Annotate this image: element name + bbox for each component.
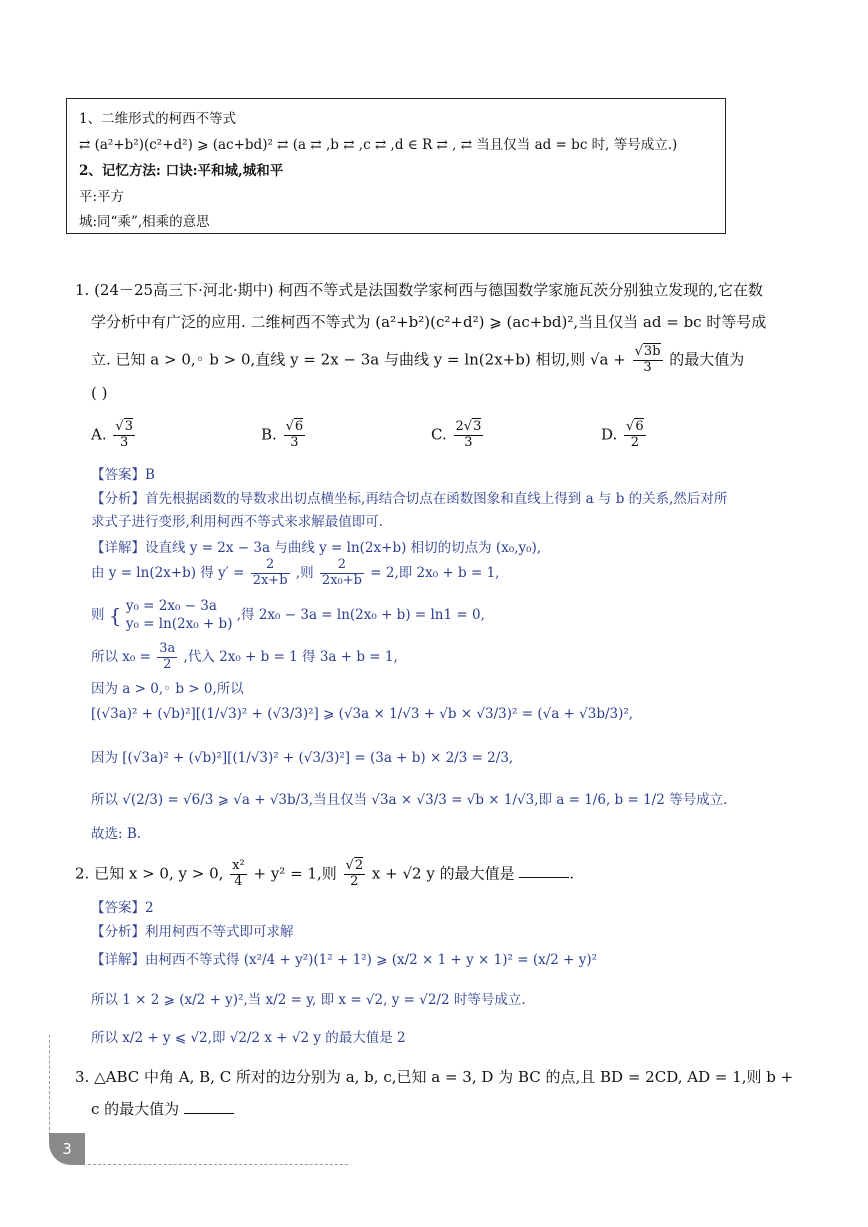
q3-line-1: 3. △ABC 中角 A, B, C 所对的边分别为 a, b, c,已知 a = 3, D 为 BC 的点,且 BD = 2CD, AD = 1,则 b + xyxy=(75,1068,794,1086)
q1-detail-3d: ,得 2x₀ − 3a = ln(2x₀ + b) = ln1 = 0, xyxy=(236,607,485,624)
q2-frac-x2-4: $\frac{\text{x²}}{4}$ xyxy=(232,858,245,889)
option-c-label: C. xyxy=(431,425,447,444)
q2-detail-3: 所以 x/2 + y ⩽ √2,即 √2/2 x + √2 y 的最大值是 2 xyxy=(91,1030,406,1046)
q1-line-3a: 立. 已知 a > 0,◦ b > 0,直线 y = 2x − 3a 与曲线 y = ln(2x+b) 相切,则 √a + xyxy=(91,350,626,369)
q1-analysis-2: 求式子进行变形,利用柯西不等式来求解最值即可. xyxy=(91,514,384,530)
option-b-value: $\frac{√6}{3}$ xyxy=(285,419,304,450)
option-d-label: D. xyxy=(601,425,618,444)
q2-frac-root2-2: $\frac{√2}{2}$ xyxy=(345,858,364,889)
option-a-label: A. xyxy=(91,425,107,444)
q2-line-1b: + y² = 1,则 xyxy=(253,864,337,883)
box-line-5: 城:同“乘”,相乘的意思 xyxy=(79,214,210,230)
q1-detail-9: 故选: B. xyxy=(91,826,142,842)
q2-answer-blank[interactable] xyxy=(519,865,569,878)
q3-line-2a: c 的最大值为 xyxy=(91,1100,180,1118)
q1-frac-root3b-3: $\frac{√3b}{3}$ xyxy=(634,344,661,375)
q2-line-1a: 2. 已知 x > 0, y > 0, xyxy=(75,864,224,883)
q1-option-a[interactable] xyxy=(91,420,137,451)
q2-analysis: 【分析】利用柯西不等式即可求解 xyxy=(91,924,294,940)
q1-option-b[interactable] xyxy=(261,420,307,451)
q1-detail-2 xyxy=(91,558,499,589)
q2-detail-2: 所以 1 × 2 ⩾ (x/2 + y)²,当 x/2 = y, 即 x = √2, y = √2/2 时等号成立. xyxy=(91,992,526,1008)
q1-frac-3a-2: $\frac{3a}{2}$ xyxy=(159,641,176,672)
q1-option-d[interactable] xyxy=(601,420,648,451)
option-d-value: $\frac{√6}{2}$ xyxy=(626,419,644,450)
q1-detail-7: 因为 [(√3a)² + (√b)²][(1/√3)² + (√3/3)²] = (3a + b) × 2/3 = 2/3, xyxy=(91,750,514,766)
option-b-label: B. xyxy=(261,425,277,444)
q1-detail-4b: ,代入 2x₀ + b = 1 得 3a + b = 1, xyxy=(183,648,398,665)
q1-line-3b: 的最大值为 xyxy=(669,350,745,369)
box-line-3: 2、记忆方法: 口诀:平和城,城和平 xyxy=(79,163,284,179)
q1-frac-2-over-2xb: $\frac{2}{2x+b}$ xyxy=(252,557,288,588)
q3-answer-blank[interactable] xyxy=(184,1101,234,1114)
q1-detail-1: 【详解】设直线 y = 2x − 3a 与曲线 y = ln(2x+b) 相切的切点为 (x₀,y₀), xyxy=(91,540,542,556)
q1-detail-2c: = 2,即 2x₀ + b = 1, xyxy=(370,564,500,581)
q1-frac-2-over-2x0b: $\frac{2}{\text{2x₀+b}}$ xyxy=(321,557,362,588)
page-dashed-vertical xyxy=(49,1035,50,1135)
q2-line-1c: x + √2 y 的最大值是 xyxy=(371,864,515,883)
q1-analysis: 【分析】首先根据函数的导数求出切点横坐标,再结合切点在函数图象和直线上得到 a 与 b 的关系,然后对所 xyxy=(91,491,728,507)
q1-line-2: 学分析中有广泛的应用. 二维柯西不等式为 (a²+b²)(c²+d²) ⩾ (ac+bd)²,当且仅当 ad = bc 时等号成 xyxy=(91,313,767,331)
q1-detail-2a: 由 y = ln(2x+b) 得 y′ = xyxy=(91,564,245,581)
box-line-2: ⇄ (a²+b²)(c²+d²) ⩾ (ac+bd)² ⇄ (a ⇄ ,b ⇄ ,c ⇄ ,d ∈ R ⇄ , ⇄ 当且仅当 ad = bc 时, 等号成立.) xyxy=(79,137,678,153)
q1-answer: 【答案】B xyxy=(91,467,155,483)
q1-system-eq-2: y₀ = ln(2x₀ + b) xyxy=(125,615,233,632)
key-points-box xyxy=(66,98,726,234)
box-line-4: 平:平方 xyxy=(79,189,125,205)
q1-detail-5: 因为 a > 0,◦ b > 0,所以 xyxy=(91,681,244,697)
option-a-value: $\frac{√3}{3}$ xyxy=(115,419,133,450)
q1-detail-8: 所以 √(2/3) = √6/3 ⩾ √a + √3b/3,当且仅当 √3a × √3/3 = √b × 1/√3,即 a = 1/6, b = 1/2 等号成立. xyxy=(91,792,728,808)
q2-detail-1: 【详解】由柯西不等式得 (x²/4 + y²)(1² + 1²) ⩾ (x/2 × 1 + y × 1)² = (x/2 + y)² xyxy=(91,952,598,968)
q3-line-2 xyxy=(91,1098,234,1119)
q2-line-1: 2. 已知 x > 0, y > 0, $\frac{\text{x²}}{4}$ + y² = 1,则 $\frac{√2}{2}$ x + √2 y 的最大值是 . xyxy=(75,858,575,889)
option-c-value: $\frac{2√3}{3}$ xyxy=(455,419,482,450)
q1-option-c[interactable] xyxy=(431,420,485,451)
q1-detail-2b: ,则 xyxy=(295,564,314,581)
q1-paren: ( ) xyxy=(91,384,108,402)
q1-system-eq-1: y₀ = 2x₀ − 3a xyxy=(125,598,217,614)
q1-detail-4a: 所以 x₀ = xyxy=(91,648,151,665)
q2-answer: 【答案】2 xyxy=(91,900,154,916)
q1-detail-3a: 则 xyxy=(91,607,105,624)
page-dashed-horizontal xyxy=(88,1164,348,1165)
q1-detail-4 xyxy=(91,642,398,673)
q1-detail-6: [(√3a)² + (√b)²][(1/√3)² + (√3/3)²] ⩾ (√3a × 1/√3 + √b × √3/3)² = (√a + √3b/3)², xyxy=(91,706,634,722)
q1-line-3 xyxy=(91,345,744,376)
page-number-badge: 3 xyxy=(49,1133,85,1165)
q1-line-1: 1. (24－25高三下·河北·期中) 柯西不等式是法国数学家柯西与德国数学家施瓦茨分别独立发现的,它在数 xyxy=(75,281,764,299)
q1-detail-3: 则 { y₀ = 2x₀ − 3a y₀ = ln(2x₀ + b) ,得 2x₀ − 3a = ln(2x₀ + b) = ln1 = 0, xyxy=(91,598,485,632)
box-line-1: 1、二维形式的柯西不等式 xyxy=(79,111,237,127)
